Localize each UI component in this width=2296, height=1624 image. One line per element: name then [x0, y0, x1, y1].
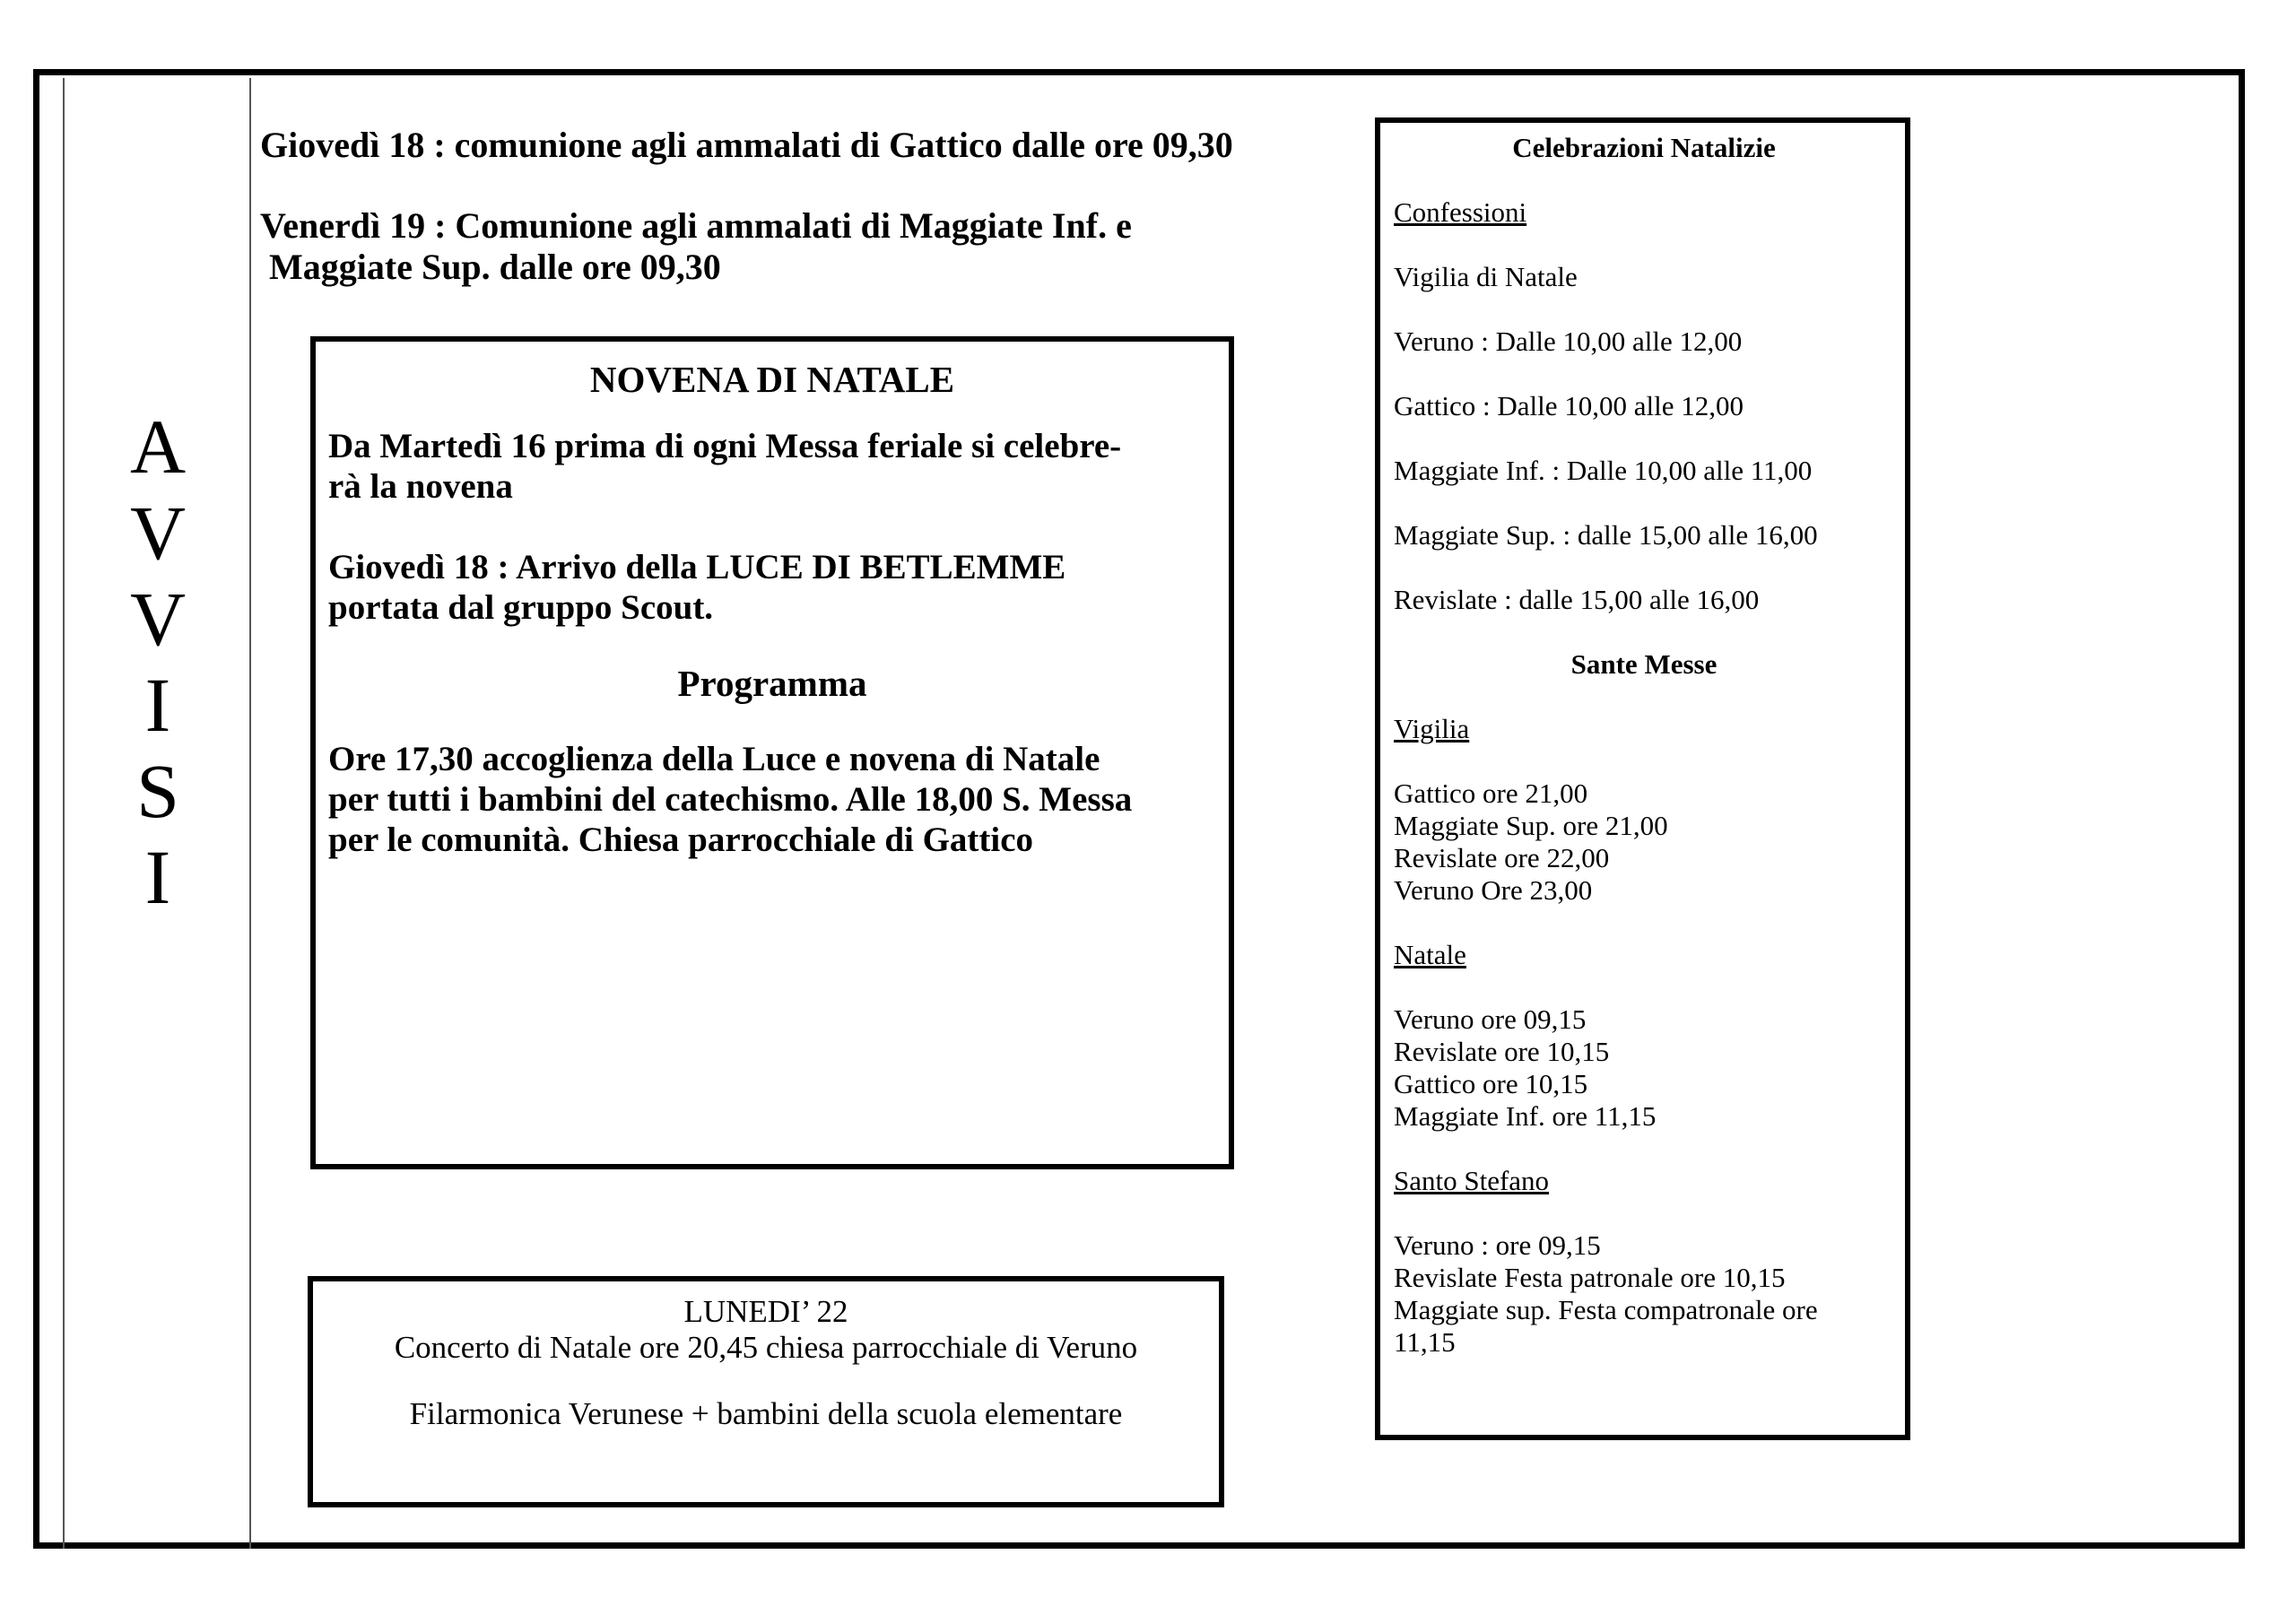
natale-item: Veruno ore 09,15: [1394, 1003, 1587, 1035]
stefano-heading: Santo Stefano: [1394, 1165, 1550, 1196]
stefano-item: Maggiate sup. Festa compatronale ore: [1394, 1294, 1818, 1325]
celebrations-box: [1375, 117, 1910, 1440]
novena-para3-line2: per tutti i bambini del catechismo. Alle 18,00 S. Messa: [328, 780, 1133, 819]
confessions-heading: Confessioni: [1394, 196, 1527, 228]
vigilia-item: Veruno Ore 23,00: [1394, 874, 1593, 906]
vigil-label: Vigilia di Natale: [1394, 261, 1578, 292]
vigilia-item: Gattico ore 21,00: [1394, 777, 1588, 809]
stefano-item: 11,15: [1394, 1326, 1456, 1358]
confession-item: Veruno : Dalle 10,00 alle 12,00: [1394, 326, 1743, 357]
confession-item: Maggiate Sup. : dalle 15,00 alle 16,00: [1394, 519, 1818, 551]
natale-item: Gattico ore 10,15: [1394, 1068, 1588, 1099]
side-title-avvisi: [117, 404, 199, 920]
masses-title: Sante Messe: [1570, 648, 1718, 680]
novena-para3-line3: per le comunità. Chiesa parrocchiale di Gattico: [328, 821, 1034, 859]
natale-item: Revislate ore 10,15: [1394, 1036, 1610, 1067]
side-divider-left: [63, 78, 65, 1549]
novena-para1-line1: Da Martedì 16 prima di ogni Messa feriale si celebre-: [328, 427, 1122, 465]
concert-line2: Filarmonica Verunese + bambini della scuola elementare: [409, 1396, 1123, 1431]
side-title-letter: V: [129, 490, 187, 576]
natale-heading: Natale: [1394, 939, 1466, 970]
notice-friday-line1: Venerdì 19 : Comunione agli ammalati di Maggiate Inf. e: [260, 205, 1132, 246]
novena-box: [310, 336, 1234, 1169]
vigilia-item: Revislate ore 22,00: [1394, 842, 1610, 873]
vigilia-item: Maggiate Sup. ore 21,00: [1394, 810, 1668, 841]
side-title-letter: I: [144, 834, 171, 920]
side-title-letter: A: [129, 404, 187, 490]
notice-friday-line2: Maggiate Sup. dalle ore 09,30: [269, 247, 721, 287]
confession-item: Maggiate Inf. : Dalle 10,00 alle 11,00: [1394, 455, 1813, 486]
vigilia-heading: Vigilia: [1394, 713, 1470, 744]
natale-item: Maggiate Inf. ore 11,15: [1394, 1100, 1657, 1132]
side-divider-right: [249, 78, 251, 1549]
concert-date: LUNEDI’ 22: [683, 1294, 848, 1329]
notice-thursday: Giovedì 18 : comunione agli ammalati di Gattico dalle ore 09,30: [260, 125, 1233, 165]
confession-item: Gattico : Dalle 10,00 alle 12,00: [1394, 390, 1744, 421]
novena-para2-line1: Giovedì 18 : Arrivo della LUCE DI BETLEMME: [328, 548, 1066, 586]
side-title-letter: V: [129, 576, 187, 662]
novena-title: NOVENA DI NATALE: [589, 359, 955, 400]
novena-para1-line2: rà la novena: [328, 467, 513, 506]
stefano-item: Revislate Festa patronale ore 10,15: [1394, 1262, 1786, 1293]
novena-para2-line2: portata dal gruppo Scout.: [328, 588, 714, 627]
concert-line1: Concerto di Natale ore 20,45 chiesa parrocchiale di Veruno: [394, 1330, 1138, 1365]
novena-program-title: Programma: [677, 663, 867, 704]
side-title-letter: S: [136, 748, 179, 834]
confession-item: Revislate : dalle 15,00 alle 16,00: [1394, 584, 1760, 615]
celebrations-title: Celebrazioni Natalizie: [1512, 132, 1776, 163]
novena-para3-line1: Ore 17,30 accoglienza della Luce e novena di Natale: [328, 740, 1100, 778]
stefano-item: Veruno : ore 09,15: [1394, 1229, 1601, 1261]
side-title-letter: I: [144, 662, 171, 748]
concert-box: [308, 1276, 1224, 1507]
